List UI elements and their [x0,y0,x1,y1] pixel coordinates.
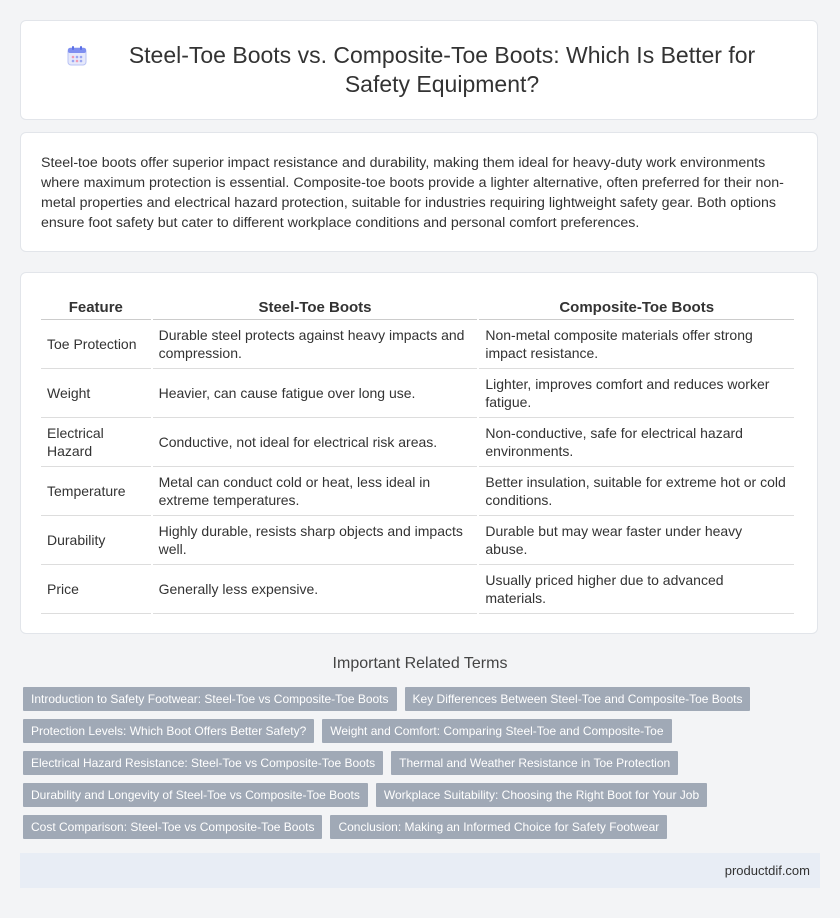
table-row [41,418,794,467]
related-term-link[interactable]: Electrical Hazard Resistance: Steel-Toe vs Composite-Toe Boots [23,751,383,775]
calendar-icon [66,45,88,67]
tag-row [23,751,823,775]
steel-toe-cell: Conductive, not ideal for electrical risk areas. [153,418,478,467]
composite-toe-cell: Non-metal composite materials offer strong impact resistance. [479,320,794,369]
related-term-link[interactable]: Protection Levels: Which Boot Offers Better Safety? [23,719,314,743]
related-term-link[interactable]: Workplace Suitability: Choosing the Right Boot for Your Job [376,783,707,807]
steel-toe-cell: Generally less expensive. [153,565,478,614]
composite-toe-cell: Durable but may wear faster under heavy abuse. [479,516,794,565]
intro-text: Steel-toe boots offer superior impact resistance and durability, making them ideal for heavy-duty work environments where maximum protection is essential. Composite-toe boots provide a lighter alternative, often preferred for their non-metal properties and electrical hazard protection, suitable for industries requiring lightweight safety gear. Both options ensure foot safety but cater to different workplace conditions and personal comfort preferences. [41,155,784,231]
composite-toe-cell: Non-conductive, safe for electrical hazard environments. [479,418,794,467]
feature-cell: Weight [41,369,151,418]
feature-cell: Electrical Hazard [41,418,151,467]
related-term-link[interactable]: Conclusion: Making an Informed Choice for Safety Footwear [330,815,667,839]
table-row [41,516,794,565]
table-row [41,565,794,614]
title-card [20,20,818,120]
related-term-link[interactable]: Introduction to Safety Footwear: Steel-Toe vs Composite-Toe Boots [23,687,397,711]
comparison-card [20,272,818,634]
related-term-link[interactable]: Durability and Longevity of Steel-Toe vs Composite-Toe Boots [23,783,368,807]
steel-toe-cell: Highly durable, resists sharp objects and impacts well. [153,516,478,565]
related-term-link[interactable]: Key Differences Between Steel-Toe and Composite-Toe Boots [405,687,751,711]
table-row [41,369,794,418]
steel-toe-cell: Metal can conduct cold or heat, less ideal in extreme temperatures. [153,467,478,516]
composite-toe-cell: Usually priced higher due to advanced materials. [479,565,794,614]
tag-row [23,783,823,807]
tag-row [23,815,823,839]
feature-cell: Durability [41,516,151,565]
composite-toe-cell: Lighter, improves comfort and reduces worker fatigue. [479,369,794,418]
table-header-row [41,293,794,320]
related-terms-title: Important Related Terms [332,655,508,672]
table-row [41,320,794,369]
related-term-link[interactable]: Cost Comparison: Steel-Toe vs Composite-Toe Boots [23,815,322,839]
table-row [41,467,794,516]
header-steel-toe: Steel-Toe Boots [153,293,478,320]
title-wrap [21,41,817,99]
header-feature: Feature [41,293,151,320]
composite-toe-cell: Better insulation, suitable for extreme hot or cold conditions. [479,467,794,516]
footer [20,853,820,888]
header-composite-toe: Composite-Toe Boots [479,293,794,320]
footer-site-link[interactable]: productdif.com [724,863,810,878]
tag-row [23,687,823,711]
related-term-link[interactable]: Weight and Comfort: Comparing Steel-Toe and Composite-Toe [322,719,671,743]
related-terms-tags [23,687,823,847]
feature-cell: Temperature [41,467,151,516]
feature-cell: Toe Protection [41,320,151,369]
steel-toe-cell: Heavier, can cause fatigue over long use. [153,369,478,418]
comparison-table [39,293,796,614]
page-title: Steel-Toe Boots vs. Composite-Toe Boots: Which Is Better for Safety Equipment? [128,42,756,97]
intro-card [20,132,818,252]
tag-row [23,719,823,743]
feature-cell: Price [41,565,151,614]
related-term-link[interactable]: Thermal and Weather Resistance in Toe Protection [391,751,678,775]
steel-toe-cell: Durable steel protects against heavy impacts and compression. [153,320,478,369]
